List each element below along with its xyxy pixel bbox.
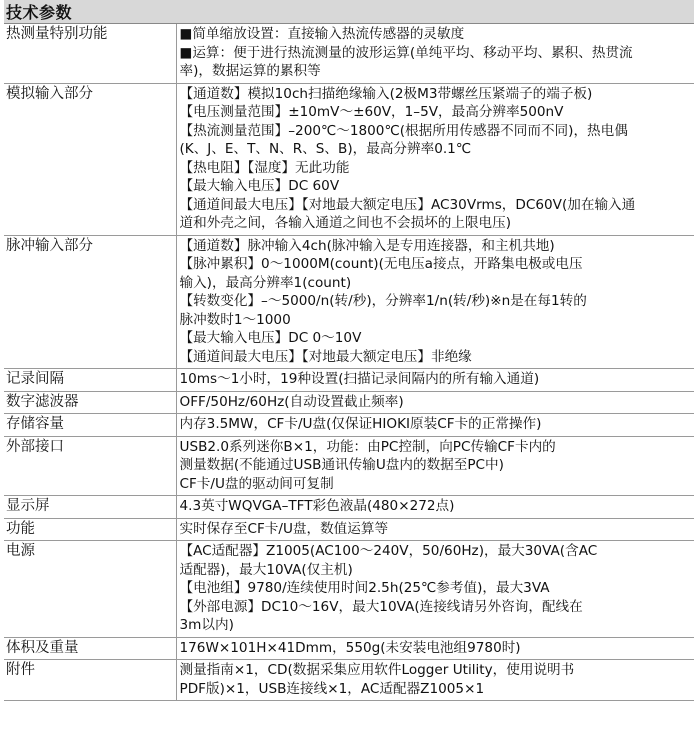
- spec-value-line: 率)，数据运算的累积等: [179, 63, 321, 79]
- spec-label: 热测量特别功能: [4, 24, 176, 83]
- spec-table: [4, 24, 694, 701]
- spec-value: [176, 496, 694, 519]
- spec-row: [4, 235, 694, 369]
- spec-value-line: 10ms～1小时，19种设置(扫描记录间隔内的所有输入通道): [179, 371, 540, 387]
- spec-value-line: 适配器)，最大10VA(仅主机): [179, 561, 353, 578]
- spec-value: [176, 518, 694, 541]
- spec-value-line: 【转数变化】–～5000/n(转/秒)，分辨率1/n(转/秒)※n是在每1转的: [179, 293, 587, 309]
- spec-row: [4, 541, 694, 638]
- spec-row: [4, 414, 694, 437]
- spec-value-line: (K、J、E、T、N、R、S、B)，最高分辨率0.1℃: [179, 141, 472, 157]
- spec-table-body: [4, 24, 694, 701]
- spec-label: 体积及重量: [4, 637, 176, 660]
- spec-row: [4, 83, 694, 235]
- spec-value-line: ■运算：便于进行热流测量的波形运算(单纯平均、移动平均、累积、热贯流: [179, 44, 633, 61]
- spec-value-line: 4.3英寸WQVGA–TFT彩色液晶(480×272点): [179, 498, 455, 514]
- spec-value: [176, 24, 694, 83]
- spec-value-line: 【电压测量范围】±10mV～±60V，1–5V，最高分辨率500nV: [179, 104, 564, 120]
- spec-label: 模拟输入部分: [4, 83, 176, 235]
- spec-value-line: 内存3.5MW，CF卡/U盘(仅保证HIOKI原装CF卡的正常操作): [179, 416, 542, 432]
- spec-value-line: ■简单缩放设置：直接输入热流传感器的灵敏度: [179, 26, 465, 42]
- spec-row: [4, 436, 694, 496]
- spec-row: [4, 391, 694, 414]
- spec-row: [4, 660, 694, 701]
- spec-row: [4, 24, 694, 83]
- spec-row: [4, 518, 694, 541]
- header-bar: [4, 0, 694, 24]
- spec-value-line: 【通道数】脉冲输入4ch(脉冲输入是专用连接器，和主机共地): [179, 237, 555, 254]
- spec-label: 显示屏: [4, 496, 176, 519]
- spec-value: [176, 414, 694, 437]
- spec-value-line: 【AC适配器】Z1005(AC100～240V，50/60Hz)，最大30VA(含AC: [179, 543, 598, 559]
- spec-label: 数字滤波器: [4, 391, 176, 414]
- spec-label: 电源: [4, 541, 176, 638]
- page-title: 技术参数: [6, 3, 73, 22]
- spec-row: [4, 496, 694, 519]
- spec-value-line: 【通道间最大电压】【对地最大额定电压】非绝缘: [179, 348, 472, 365]
- spec-value-line: USB2.0系列迷你B×1，功能：由PC控制，向PC传输CF卡内的: [179, 438, 556, 455]
- spec-value-line: 【热流测量范围】–200℃～1800℃(根据所用传感器不同而不同)，热电偶: [179, 122, 628, 139]
- spec-value-line: 【通道间最大电压】【对地最大额定电压】AC30Vrms，DC60V(加在输入通: [179, 196, 636, 213]
- spec-value-line: 实时保存至CF卡/U盘，数值运算等: [179, 520, 389, 537]
- spec-value-line: PDF版)×1，USB连接线×1，AC适配器Z1005×1: [179, 680, 485, 697]
- spec-label: 功能: [4, 518, 176, 541]
- spec-label: 存储容量: [4, 414, 176, 437]
- spec-value: [176, 541, 694, 638]
- spec-value: [176, 235, 694, 369]
- spec-label: 外部接口: [4, 436, 176, 496]
- spec-row: [4, 369, 694, 392]
- spec-value-line: 【外部电源】DC10～16V，最大10VA(连接线请另外咨询，配线在: [179, 598, 583, 615]
- spec-value: [176, 660, 694, 701]
- spec-value-line: 道和外壳之间，各输入通道之间也不会损坏的上限电压): [179, 215, 512, 231]
- spec-value-line: 176W×101H×41Dmm，550g(未安装电池组9780时): [179, 639, 521, 656]
- spec-value: [176, 391, 694, 414]
- spec-value-line: 【最大输入电压】DC 60V: [179, 178, 340, 194]
- spec-value-line: 【最大输入电压】DC 0～10V: [179, 330, 362, 346]
- spec-value-line: 测量指南×1，CD(数据采集应用软件Logger Utility，使用说明书: [179, 662, 575, 678]
- spec-value: [176, 369, 694, 392]
- spec-value-line: 输入)，最高分辨率1(count): [179, 274, 352, 291]
- spec-value: [176, 436, 694, 496]
- spec-value-line: 脉冲数时1～1000: [179, 311, 291, 328]
- spec-value-line: 【电池组】9780/连续使用时间2.5h(25℃参考值)，最大3VA: [179, 580, 550, 596]
- spec-label: 脉冲输入部分: [4, 235, 176, 369]
- spec-label: 记录间隔: [4, 369, 176, 392]
- spec-value-line: 【脉冲累积】0～1000M(count)(无电压a接点，开路集电极或电压: [179, 256, 583, 272]
- spec-value-line: OFF/50Hz/60Hz(自动设置截止频率): [179, 393, 404, 410]
- spec-value: [176, 637, 694, 660]
- spec-value-line: 3m以内): [179, 617, 234, 633]
- spec-value-line: 【通道数】模拟10ch扫描绝缘输入(2极M3带螺丝压紧端子的端子板): [179, 85, 593, 102]
- spec-label: 附件: [4, 660, 176, 701]
- spec-value-line: 【热电阻】【湿度】无此功能: [179, 159, 350, 176]
- spec-value: [176, 83, 694, 235]
- spec-value-line: CF卡/U盘的驱动间可复制: [179, 475, 334, 492]
- spec-row: [4, 637, 694, 660]
- spec-value-line: 测量数据(不能通过USB通讯传输U盘内的数据至PC中): [179, 457, 504, 473]
